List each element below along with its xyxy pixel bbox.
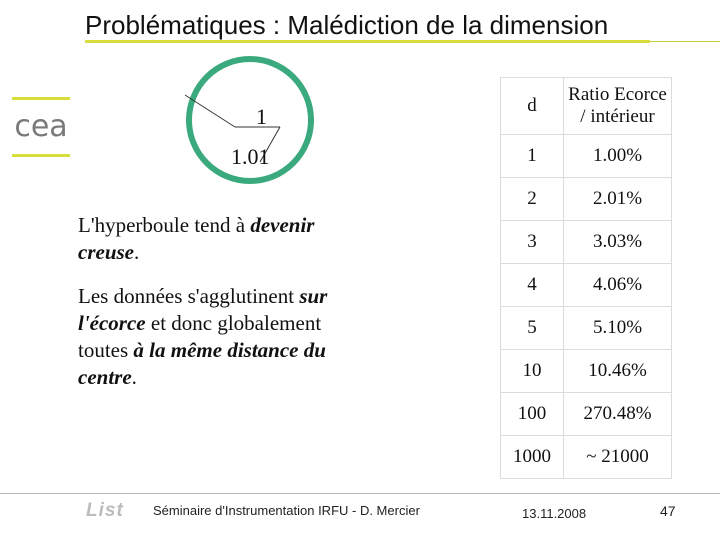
header-d: d — [501, 78, 564, 135]
cell-ratio: 3.03% — [564, 221, 672, 264]
text-span: L'hyperboule tend à — [78, 213, 251, 237]
text-span: . — [131, 365, 137, 389]
logo-text: cea — [14, 109, 68, 144]
table-row — [501, 178, 672, 221]
table-row — [501, 393, 672, 436]
body-text — [78, 212, 368, 408]
cell-d: 4 — [501, 264, 564, 307]
logo-bottom-bar — [12, 154, 70, 157]
footer-text: Séminaire d'Instrumentation IRFU - D. Mercier — [153, 503, 420, 518]
cell-ratio: 1.00% — [564, 135, 672, 178]
page-number: 47 — [660, 503, 676, 519]
paragraph-crust — [78, 283, 368, 391]
logo-top-bar — [12, 97, 70, 100]
cell-ratio: 270.48% — [564, 393, 672, 436]
paragraph-hollow — [78, 212, 368, 266]
table-row — [501, 436, 672, 479]
cell-ratio: 4.06% — [564, 264, 672, 307]
text-span: . — [134, 240, 140, 264]
cell-ratio: 5.10% — [564, 307, 672, 350]
outer-radius-label: 1.01 — [231, 144, 270, 169]
table-row — [501, 264, 672, 307]
table-row — [501, 307, 672, 350]
cell-d: 1 — [501, 135, 564, 178]
footer-rule — [0, 493, 720, 494]
table-row — [501, 221, 672, 264]
cell-d: 100 — [501, 393, 564, 436]
emphasis-meme-distance: à la même distance du centre — [78, 338, 326, 389]
header-ratio: Ratio Ecorce / intérieur — [564, 78, 672, 135]
list-logo: List — [86, 500, 124, 521]
cell-d: 3 — [501, 221, 564, 264]
table-row — [501, 350, 672, 393]
cell-d: 5 — [501, 307, 564, 350]
emphasis-devenir-creuse: devenir creuse — [78, 213, 315, 264]
inner-radius-label: 1 — [256, 104, 267, 129]
cea-logo — [12, 97, 72, 159]
text-span: Les données s'agglutinent — [78, 284, 300, 308]
text-span: et donc globalement toutes — [78, 311, 322, 362]
cell-ratio: 10.46% — [564, 350, 672, 393]
title-underline — [85, 40, 650, 43]
slide-title: Problématiques : Malédiction de la dimension — [85, 10, 609, 40]
table-row — [501, 135, 672, 178]
cell-d: 1000 — [501, 436, 564, 479]
cell-ratio: ~ 21000 — [564, 436, 672, 479]
cell-d: 10 — [501, 350, 564, 393]
cell-d: 2 — [501, 178, 564, 221]
table-header-row — [501, 78, 672, 135]
emphasis-sur-lecorce: sur l'écorce — [78, 284, 328, 335]
cell-ratio: 2.01% — [564, 178, 672, 221]
ratio-table — [500, 77, 672, 479]
footer-date: 13.11.2008 — [522, 506, 587, 521]
title-rule-extension — [650, 41, 720, 42]
